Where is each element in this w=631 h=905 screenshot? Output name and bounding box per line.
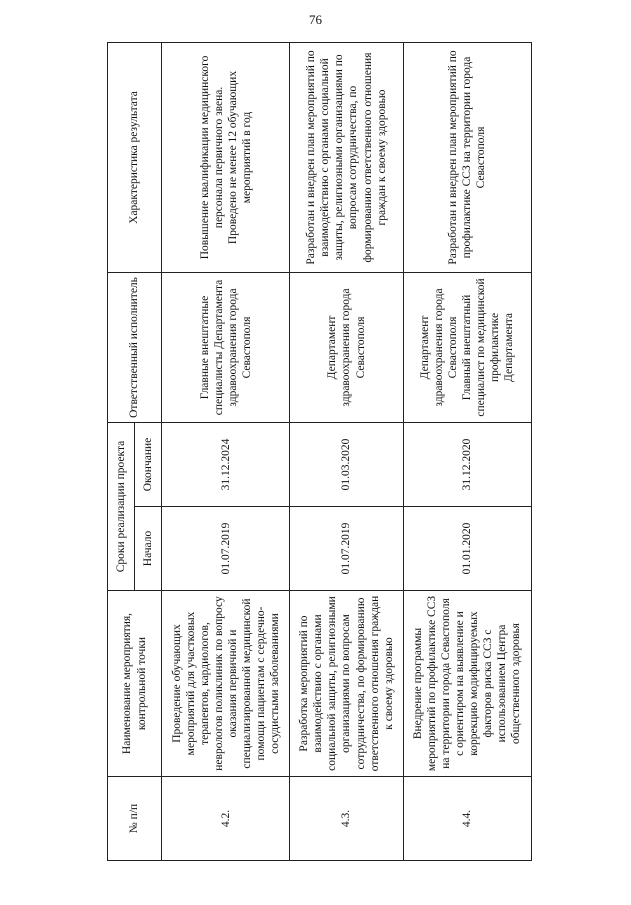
rotated-table-frame xyxy=(107,43,532,861)
cell-end: 01.03.2020 xyxy=(290,422,403,506)
header-responsible: Ответственный исполнитель xyxy=(108,272,162,422)
cell-num: 4.4. xyxy=(403,777,531,861)
cell-start: 01.07.2019 xyxy=(162,507,290,591)
cell-end: 31.12.2024 xyxy=(162,422,290,506)
cell-name: Внедрение программы мероприятий по профилактике ССЗ на территории города Севастополя с ориентиром на выявление и коррекцию модифицируемых факторов риска ССЗ с использованием Центра общественного здоровья xyxy=(403,591,531,777)
cell-result: Разработан и внедрен план мероприятий по взаимодействию с органами социальной защиты, религиозными организациями по вопросам сотрудничества, по формированию ответственного отношения граждан к своему здоровью xyxy=(290,42,403,272)
cell-name: Проведение обучающих мероприятий для участковых терапевтов, кардиологов, неврологов поликлиник по вопросу оказания первичной и специализированной медицинской помощи пациентам с сердечно-сосудистыми заболеваниями xyxy=(162,591,290,777)
table-row xyxy=(403,42,531,860)
cell-responsible: Департамент здравоохранения города Севастополя Главный внештатный специалист по медицинской профилактике Департамента xyxy=(403,272,531,422)
table-row xyxy=(162,42,290,860)
header-num: № п/п xyxy=(108,777,162,861)
header-start: Начало xyxy=(135,507,162,591)
header-name: Наименование мероприятия, контрольной точки xyxy=(108,591,162,777)
cell-responsible: Главные внештатные специалисты Департамента здравоохранения города Севастополя xyxy=(162,272,290,422)
cell-result: Разработан и внедрен план мероприятий по профилактике ССЗ на территории города Севастополя xyxy=(403,42,531,272)
header-period: Сроки реализации проекта xyxy=(108,422,135,590)
cell-start: 01.07.2019 xyxy=(290,507,403,591)
cell-num: 4.2. xyxy=(162,777,290,861)
cell-end: 31.12.2020 xyxy=(403,422,531,506)
page-number: 76 xyxy=(309,12,322,27)
cell-result: Повышение квалификации медицинского персонала первичного звена. Проведено не менее 12 обучающих мероприятий в год xyxy=(162,42,290,272)
header-row-1 xyxy=(108,42,135,860)
table-row xyxy=(290,42,403,860)
cell-num: 4.3. xyxy=(290,777,403,861)
cell-start: 01.01.2020 xyxy=(403,507,531,591)
cell-responsible: Департамент здравоохранения города Севастополя xyxy=(290,272,403,422)
header-result: Характеристика результата xyxy=(108,42,162,272)
measures-table xyxy=(107,42,532,861)
table-container xyxy=(107,43,532,861)
header-end: Окончание xyxy=(135,422,162,506)
cell-name: Разработка мероприятий по взаимодействию с органами социальной защиты, религиозными организациями по вопросам сотрудничества, по формированию ответственного отношения граждан к своему здоровью xyxy=(290,591,403,777)
